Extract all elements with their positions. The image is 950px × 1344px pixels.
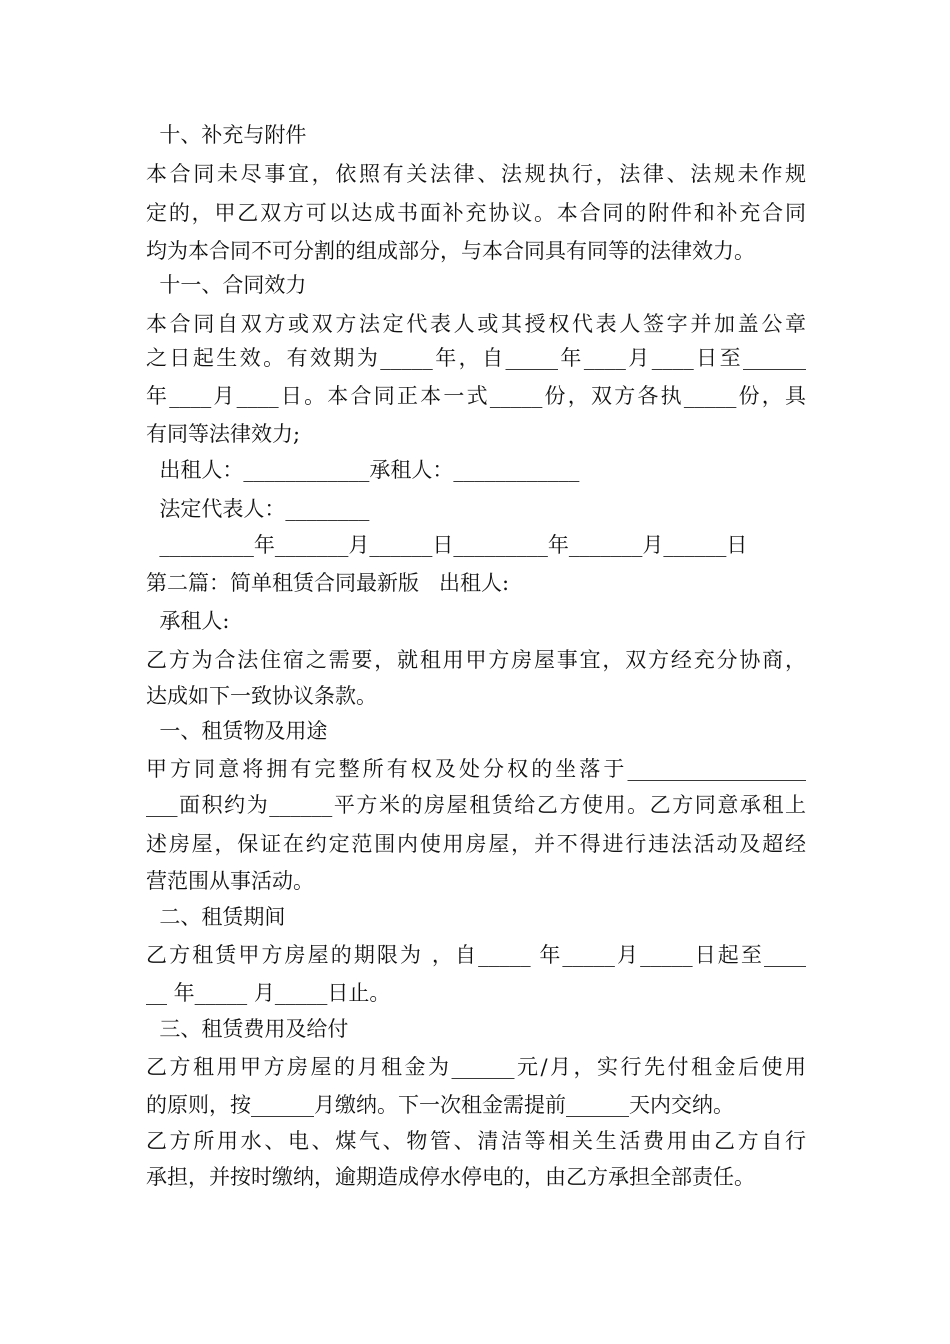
section-heading-supplement: 十、补充与附件	[146, 123, 307, 147]
section-heading-lease-period: 二、租赁期间	[146, 905, 286, 929]
paragraph-line: 乙方租赁甲方房屋的期限为 ，自_____ 年_____月_____日起至____	[146, 943, 806, 967]
paragraph-line: 乙方租用甲方房屋的月租金为______元/月，实行先付租金后使用	[146, 1055, 806, 1079]
section-heading-fees: 三、租赁费用及给付	[146, 1017, 349, 1041]
paragraph-line: 的原则，按______月缴纳。下一次租金需提前______天内交纳。	[146, 1093, 734, 1117]
paragraph-line: 均为本合同不可分割的组成部分，与本合同具有同等的法律效力。	[146, 239, 755, 263]
paragraph-line: 本合同自双方或双方法定代表人或其授权代表人签字并加盖公章	[146, 312, 806, 336]
paragraph-line: 承担，并按时缴纳，逾期造成停水停电的，由乙方承担全部责任。	[146, 1165, 755, 1189]
paragraph-line: 年____月____日。本合同正本一式_____份，双方各执_____份，具	[146, 384, 806, 408]
paragraph-line: 甲方同意将拥有完整所有权及处分权的坐落于_________________	[146, 757, 806, 781]
paragraph-line: 乙方所用水、电、煤气、物管、清洁等相关生活费用由乙方自行	[146, 1129, 806, 1153]
paragraph-line: 承租人:	[146, 609, 230, 633]
paragraph-line: 本合同未尽事宜，依照有关法律、法规执行，法律、法规未作规	[146, 162, 806, 186]
paragraph-line: ___面积约为______平方米的房屋租赁给乙方使用。乙方同意承租上	[146, 793, 806, 817]
paragraph-line: 之日起生效。有效期为_____年，自_____年____月____日至______	[146, 346, 806, 370]
paragraph-line: 营范围从事活动。	[146, 869, 314, 893]
signature-date-line: _________年_______月______日_________年_______月______日	[146, 533, 748, 557]
paragraph-line: __ 年_____ 月_____日止。	[146, 981, 391, 1005]
section-heading-validity: 十一、合同效力	[146, 273, 307, 297]
signature-line-legal-rep: 法定代表人：________	[146, 497, 370, 521]
paragraph-line: 述房屋，保证在约定范围内使用房屋，并不得进行违法活动及超经	[146, 832, 806, 856]
paragraph-line: 定的，甲乙双方可以达成书面补充协议。本合同的附件和补充合同	[146, 201, 806, 225]
signature-line-parties: 出租人：____________承租人：____________	[146, 458, 580, 482]
paragraph-line: 达成如下一致协议条款。	[146, 684, 377, 708]
chapter-heading: 第二篇：简单租赁合同最新版 出租人:	[146, 571, 510, 595]
section-heading-lease-object: 一、租赁物及用途	[146, 719, 328, 743]
paragraph-line: 有同等法律效力;	[146, 422, 301, 446]
paragraph-line: 乙方为合法住宿之需要，就租用甲方房屋事宜，双方经充分协商，	[146, 648, 806, 672]
